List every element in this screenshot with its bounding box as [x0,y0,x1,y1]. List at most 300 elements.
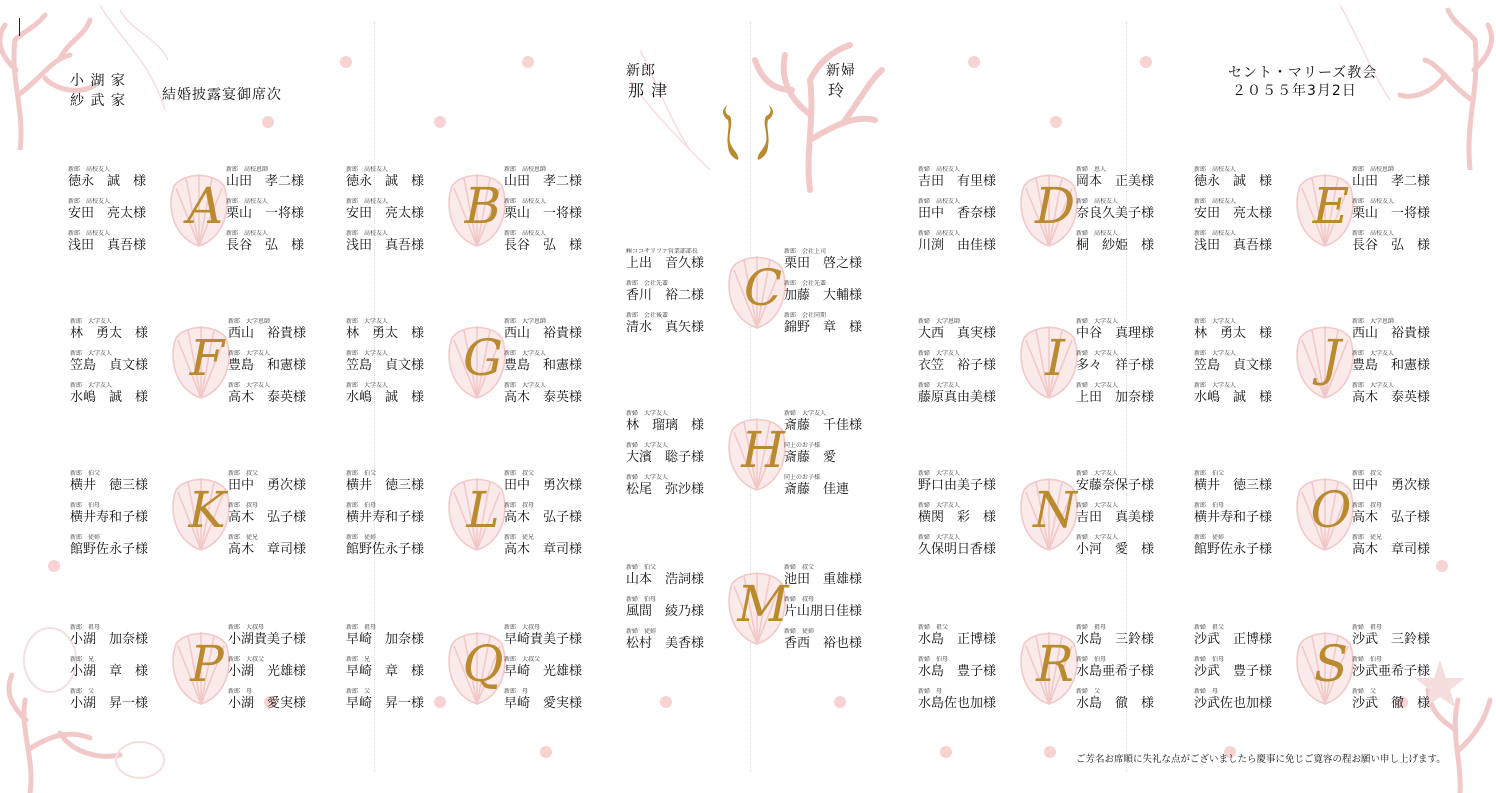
guest-name: 高木 泰英様 [228,390,307,405]
guest-relation: 新郎 大叔父 [504,656,541,663]
guest-name: 水嶋 誠 様 [346,390,425,405]
guest-entry [1076,624,1196,648]
guest-relation: 新郎 会社同期 [784,312,827,319]
guest-name: 林 勇太 様 [346,326,425,341]
guest-relation: 新婦 母 [1194,688,1219,695]
guest-entry [1076,198,1196,222]
guest-entry [504,198,624,222]
guest-relation: 新郎 大学友人 [346,350,389,357]
guest-relation: 新郎 大学恩師 [1352,318,1395,325]
guest-entry [918,470,1038,494]
guest-relation: 新婦 大学友人 [1076,470,1119,477]
table-l [346,470,604,582]
guest-relation: 新郎 高校友人 [1352,230,1395,237]
table-f [70,318,328,430]
guest-name: 沙武 豊子様 [1194,664,1273,679]
polka-dot [1044,746,1056,758]
guest-relation: 新郎 大叔母 [504,624,541,631]
guest-relation: 新郎 高校友人 [226,230,269,237]
guest-entry [226,230,346,254]
guest-name: 沙武佐也加様 [1194,696,1273,711]
guest-entry [504,534,624,558]
table-q [346,624,604,736]
guest-entry [346,198,466,222]
guest-relation: 新婦 叔父 [784,564,815,571]
guest-relation: 新婦 大学友人 [626,442,669,449]
guest-name: 館野佐永子様 [1194,542,1273,557]
guest-name: 水島 徹 様 [1076,696,1155,711]
guest-relation: 新婦 伯母 [626,596,657,603]
table-b [346,166,604,278]
guest-name: 香川 裕二様 [626,288,705,303]
guest-relation: 新郎 大学友人 [228,382,271,389]
guest-name: 長谷 弘 様 [1352,238,1431,253]
polka-dot [434,116,446,128]
guest-name: 横井 徳三様 [1194,478,1273,493]
guest-entry [68,230,188,254]
guest-name: 沙武 正博様 [1194,632,1273,647]
guest-entry [1076,688,1196,712]
guest-relation: 新婦 高校友人 [918,198,961,205]
guest-name: 浅田 真吾様 [346,238,425,253]
guest-name: 栗山 一将様 [1352,206,1431,221]
guest-name: 上出 音久様 [626,256,705,271]
guest-relation: 新郎 叔母 [504,502,535,509]
guest-relation: 新郎 大学友人 [70,350,113,357]
guest-name: 高木 章司様 [504,542,583,557]
guest-entry [70,382,190,406]
guest-name: 松尾 弥沙様 [626,482,705,497]
table-letter: E [1312,177,1350,235]
guest-name: 田中 勇次様 [228,478,307,493]
family-name-1: 小 湖 家 [70,73,126,89]
guest-name: 栗山 一将様 [226,206,305,221]
guest-entry [70,624,190,648]
guest-relation: 新郎 高校友人 [68,166,111,173]
text-cursor [19,18,20,36]
guest-relation: 新郎 高校友人 [346,198,389,205]
guest-relation: 新郎 従姉 [70,534,101,541]
family-name-2: 紗 武 家 [70,93,126,109]
guest-entry [918,688,1038,712]
guest-relation: 新郎 大学友人 [70,318,113,325]
guest-entry [504,350,624,374]
guest-entry [1194,502,1314,526]
guest-relation: 新郎 伯母 [346,502,377,509]
guest-entry [226,198,346,222]
guest-entry [1352,198,1472,222]
guest-relation: 新郎 高校友人 [504,198,547,205]
guest-entry [626,410,746,434]
guest-relation: 新婦 高校友人 [1076,230,1119,237]
table-letter: S [1313,635,1349,693]
guest-entry [626,564,746,588]
guest-name: 長谷 弘 様 [504,238,583,253]
guest-relation: 新郎 大学友人 [1194,318,1237,325]
guest-name: 林 瑠璃 様 [626,418,705,433]
table-letter: M [737,575,789,633]
apology-note: ご芳名お席順に失礼な点がございましたら慶事に免じご寛容の程お願い申し上げます。 [1076,754,1446,765]
guest-name: 栗山 一将様 [504,206,583,221]
guest-relation: 新婦 大学友人 [626,474,669,481]
guest-name: 小河 愛 様 [1076,542,1155,557]
guest-relation: 新郎 従兄 [1352,534,1383,541]
guest-name: 栗田 啓之様 [784,256,863,271]
guest-entry [226,166,346,190]
guest-name: 香西 裕也様 [784,636,863,651]
guest-name: 横井 徳三様 [70,478,149,493]
guest-name: 錦野 章 様 [784,320,863,335]
guest-relation: 新郎 父 [346,688,371,695]
guest-relation: 新郎 大学友人 [1352,382,1395,389]
guest-name: 高木 弘子様 [504,510,583,525]
guest-name: 浅田 真吾様 [1194,238,1273,253]
guest-entry [228,656,348,680]
guest-name: 岡本 正美様 [1076,174,1155,189]
table-g [346,318,604,430]
guest-relation: 新郎 母 [228,688,253,695]
guest-entry [1194,350,1314,374]
guest-entry [918,166,1038,190]
guest-entry [626,596,746,620]
guest-entry [70,534,190,558]
guest-name: 川渕 由佳様 [918,238,997,253]
guest-relation: 新郎 大学友人 [1352,350,1395,357]
bride-label: 新婦 [826,63,856,79]
guest-name: 斎藤 千佳様 [784,418,863,433]
guest-relation: 新郎 叔父 [228,470,259,477]
guest-relation: 新郎 叔父 [1352,470,1383,477]
guest-relation: 新婦 叔母 [784,596,815,603]
guest-relation: 新郎 従姉 [346,534,377,541]
guest-name: 山本 浩詞様 [626,572,705,587]
table-letter: Q [462,635,504,693]
guest-entry [1194,198,1314,222]
guest-relation: 新郎 大学恩師 [228,318,271,325]
guest-entry [70,350,190,374]
guest-entry [346,624,466,648]
guest-name: 西山 裕貴様 [504,326,583,341]
guest-name: 山田 孝二様 [1352,174,1431,189]
guest-name: 山田 孝二様 [504,174,583,189]
guest-relation: 新婦 高校友人 [918,166,961,173]
guest-name: 早崎 昇一様 [346,696,425,711]
guest-entry [1194,382,1314,406]
guest-relation: 新郎 伯母 [70,502,101,509]
guest-name: 高木 章司様 [228,542,307,557]
guest-entry [504,624,624,648]
table-s [1194,624,1452,736]
guest-entry [1352,318,1472,342]
table-o [1194,470,1452,582]
guest-entry [1352,624,1472,648]
table-letter: F [189,329,225,387]
guest-relation: 新郎 大学友人 [70,382,113,389]
guest-name: 横井寿和子様 [1194,510,1273,525]
guest-entry [626,628,746,652]
guest-entry [228,624,348,648]
bride-name: 玲 [828,81,846,100]
guest-name: 吉田 有里様 [918,174,997,189]
guest-name: 大濱 聡子様 [626,450,705,465]
polka-dot [1140,56,1152,68]
guest-entry [1194,318,1314,342]
guest-name: 林 勇太 様 [1194,326,1273,341]
guest-relation: 新婦 大学友人 [1076,382,1119,389]
table-h [626,410,884,522]
guest-relation: 新郎 大学友人 [346,318,389,325]
guest-relation: ㈱ココサリファ営業部部長 [626,248,698,255]
guest-relation: 新婦 伯母 [1352,656,1383,663]
guest-entry [228,382,348,406]
guest-relation: 新郎 高校友人 [68,198,111,205]
table-letter: O [1310,481,1352,539]
guest-relation: 新郎 大学友人 [1194,382,1237,389]
polka-dot [940,746,952,758]
guest-entry [918,382,1038,406]
guest-relation: 新婦 大学友人 [1076,502,1119,509]
guest-entry [784,564,904,588]
guest-name: 加藤 大輔様 [784,288,863,303]
guest-name: 高木 弘子様 [1352,510,1431,525]
guest-relation: 新婦 祖父 [1194,624,1225,631]
guest-relation: 新郎 従姉 [1194,534,1225,541]
guest-name: 徳永 誠 様 [346,174,425,189]
guest-name: 早崎 加奈様 [346,632,425,647]
guest-entry [784,410,904,434]
guest-entry [918,656,1038,680]
guest-entry [1194,688,1314,712]
guest-relation: 新婦 祖母 [1076,624,1107,631]
guest-name: 安田 亮太様 [346,206,425,221]
guest-relation: 新郎 大学友人 [504,350,547,357]
guest-relation: 新郎 伯父 [70,470,101,477]
polka-dot [48,560,60,572]
guest-relation: 新婦 大学友人 [918,470,961,477]
guest-entry [626,248,746,272]
guest-relation: 新婦 伯父 [626,564,657,571]
guest-relation: 新婦 母 [918,688,943,695]
guest-relation: 新婦 大学恩師 [918,318,961,325]
guest-name: 横関 彩 様 [918,510,997,525]
table-e [1194,166,1452,278]
guest-entry [1352,502,1472,526]
guest-entry [918,350,1038,374]
guest-name: 田中 勇次様 [504,478,583,493]
guest-name: 笠島 貞文様 [1194,358,1273,373]
guest-relation: 同上のお子様 [784,442,821,449]
guest-relation: 新郎 叔父 [504,470,535,477]
guest-name: 小湖 章 様 [70,664,149,679]
guest-name: 長谷 弘 様 [226,238,305,253]
guest-name: 桐 紗姫 様 [1076,238,1155,253]
guest-entry [70,656,190,680]
guest-name: 高木 泰英様 [1352,390,1431,405]
guest-name: 衣笠 裕子様 [918,358,997,373]
guest-entry [70,470,190,494]
guest-name: 水島 三鈴様 [1076,632,1155,647]
guest-name: 水嶋 誠 様 [70,390,149,405]
guest-name: 久保明日香様 [918,542,997,557]
guest-relation: 新婦 祖母 [1352,624,1383,631]
guest-entry [1352,688,1472,712]
guest-entry [1076,166,1196,190]
table-letter: I [1045,329,1065,387]
guest-relation: 新婦 大学友人 [1076,318,1119,325]
polka-dot [968,56,980,68]
guest-name: 斎藤 佳連 [784,482,850,497]
guest-relation: 新郎 従兄 [504,534,535,541]
guest-relation: 新郎 伯母 [1194,502,1225,509]
guest-relation: 新婦 大学友人 [918,350,961,357]
guest-entry [1352,656,1472,680]
guest-entry [1076,534,1196,558]
guest-relation: 新婦 伯母 [1194,656,1225,663]
guest-relation: 新郎 大叔母 [228,624,265,631]
guest-name: 館野佐永子様 [346,542,425,557]
table-i [918,318,1176,430]
guest-relation: 新郎 会社後輩 [626,312,669,319]
guest-entry [1352,166,1472,190]
guest-name: 笠島 貞文様 [70,358,149,373]
guest-entry [346,688,466,712]
guest-entry [784,596,904,620]
guest-name: 横井 徳三様 [346,478,425,493]
guest-name: 上田 加奈様 [1076,390,1155,405]
guest-entry [626,474,746,498]
guest-name: 斎藤 愛 [784,450,837,465]
guest-relation: 新婦 大学友人 [918,502,961,509]
guest-relation: 新郎 高校友人 [68,230,111,237]
guest-name: 高木 章司様 [1352,542,1431,557]
groom-name: 那 津 [628,81,669,100]
polka-dot [1050,116,1062,128]
guest-name: 小湖 加奈様 [70,632,149,647]
guest-entry [784,474,904,498]
guest-name: 早崎 光雄様 [504,664,583,679]
seahorse-icon [720,98,776,162]
guest-relation: 新郎 高校友人 [1352,198,1395,205]
guest-name: 山田 孝二様 [226,174,305,189]
guest-name: 徳永 誠 様 [1194,174,1273,189]
guest-name: 早崎貴美子様 [504,632,583,647]
guest-name: 水島佐也加様 [918,696,997,711]
polka-dot [340,56,352,68]
guest-entry [228,350,348,374]
table-letter: N [1033,481,1077,539]
guest-name: 水嶋 誠 様 [1194,390,1273,405]
guest-name: 徳永 誠 様 [68,174,147,189]
table-p [70,624,328,736]
guest-name: 横井寿和子様 [70,510,149,525]
guest-entry [346,166,466,190]
guest-entry [1194,656,1314,680]
guest-entry [504,318,624,342]
guest-entry [1352,470,1472,494]
guest-entry [504,166,624,190]
guest-entry [228,470,348,494]
guest-name: 田中 勇次様 [1352,478,1431,493]
guest-entry [1076,350,1196,374]
guest-name: 安藤奈保子様 [1076,478,1155,493]
guest-relation: 新婦 恩人 [1076,166,1107,173]
guest-relation: 新郎 高校友人 [1194,166,1237,173]
guest-entry [504,230,624,254]
guest-relation: 新郎 高校友人 [504,230,547,237]
guest-relation: 新婦 祖父 [918,624,949,631]
guest-relation: 新郎 伯父 [346,470,377,477]
guest-relation: 新郎 叔母 [1352,502,1383,509]
guest-name: 水島 豊子様 [918,664,997,679]
guest-entry [1352,230,1472,254]
table-letter: R [1036,635,1074,693]
guest-relation: 新郎 会社上司 [784,248,827,255]
venue-name: セント・マリーズ教会 [1228,65,1378,81]
table-d [918,166,1176,278]
guest-relation: 新郎 兄 [346,656,371,663]
table-letter: H [741,421,785,479]
guest-name: 松村 美香様 [626,636,705,651]
guest-name: 沙武 徹 様 [1352,696,1431,711]
guest-entry [1194,470,1314,494]
guest-name: 安田 亮太様 [1194,206,1273,221]
guest-name: 沙武 三鈴様 [1352,632,1431,647]
guest-entry [504,656,624,680]
guest-entry [1352,382,1472,406]
guest-entry [626,280,746,304]
guest-relation: 新婦 高校友人 [918,230,961,237]
guest-relation: 新婦 高校友人 [1076,198,1119,205]
guest-entry [918,318,1038,342]
guest-entry [346,656,466,680]
guest-name: 沙武亜希子様 [1352,664,1431,679]
guest-entry [68,166,188,190]
table-a [68,166,326,278]
guest-entry [1352,534,1472,558]
guest-relation: 同上のお子様 [784,474,821,481]
guest-name: 田中 香奈様 [918,206,997,221]
guest-entry [918,198,1038,222]
guest-entry [1076,318,1196,342]
guest-entry [626,442,746,466]
table-letter: D [1034,177,1076,235]
table-letter: A [186,177,224,235]
guest-entry [70,688,190,712]
guest-entry [504,382,624,406]
table-letter: K [188,481,226,539]
guest-name: 中谷 真理様 [1076,326,1155,341]
guest-relation: 新郎 叔母 [228,502,259,509]
guest-name: 吉田 真美様 [1076,510,1155,525]
guest-entry [228,688,348,712]
guest-entry [346,350,466,374]
guest-name: 横井寿和子様 [346,510,425,525]
guest-name: 風間 綾乃様 [626,604,705,619]
guest-relation: 新郎 父 [70,688,95,695]
guest-entry [918,534,1038,558]
table-letter: G [463,329,503,387]
guest-name: 藤原真由美様 [918,390,997,405]
guest-entry [784,628,904,652]
guest-entry [346,230,466,254]
guest-entry [1076,502,1196,526]
guest-relation: 新郎 兄 [70,656,95,663]
guest-relation: 新郎 高校友人 [226,198,269,205]
guest-relation: 新婦 大学友人 [918,382,961,389]
groom-label: 新郎 [626,63,656,79]
guest-entry [346,318,466,342]
guest-relation: 新郎 高校恩師 [1352,166,1395,173]
